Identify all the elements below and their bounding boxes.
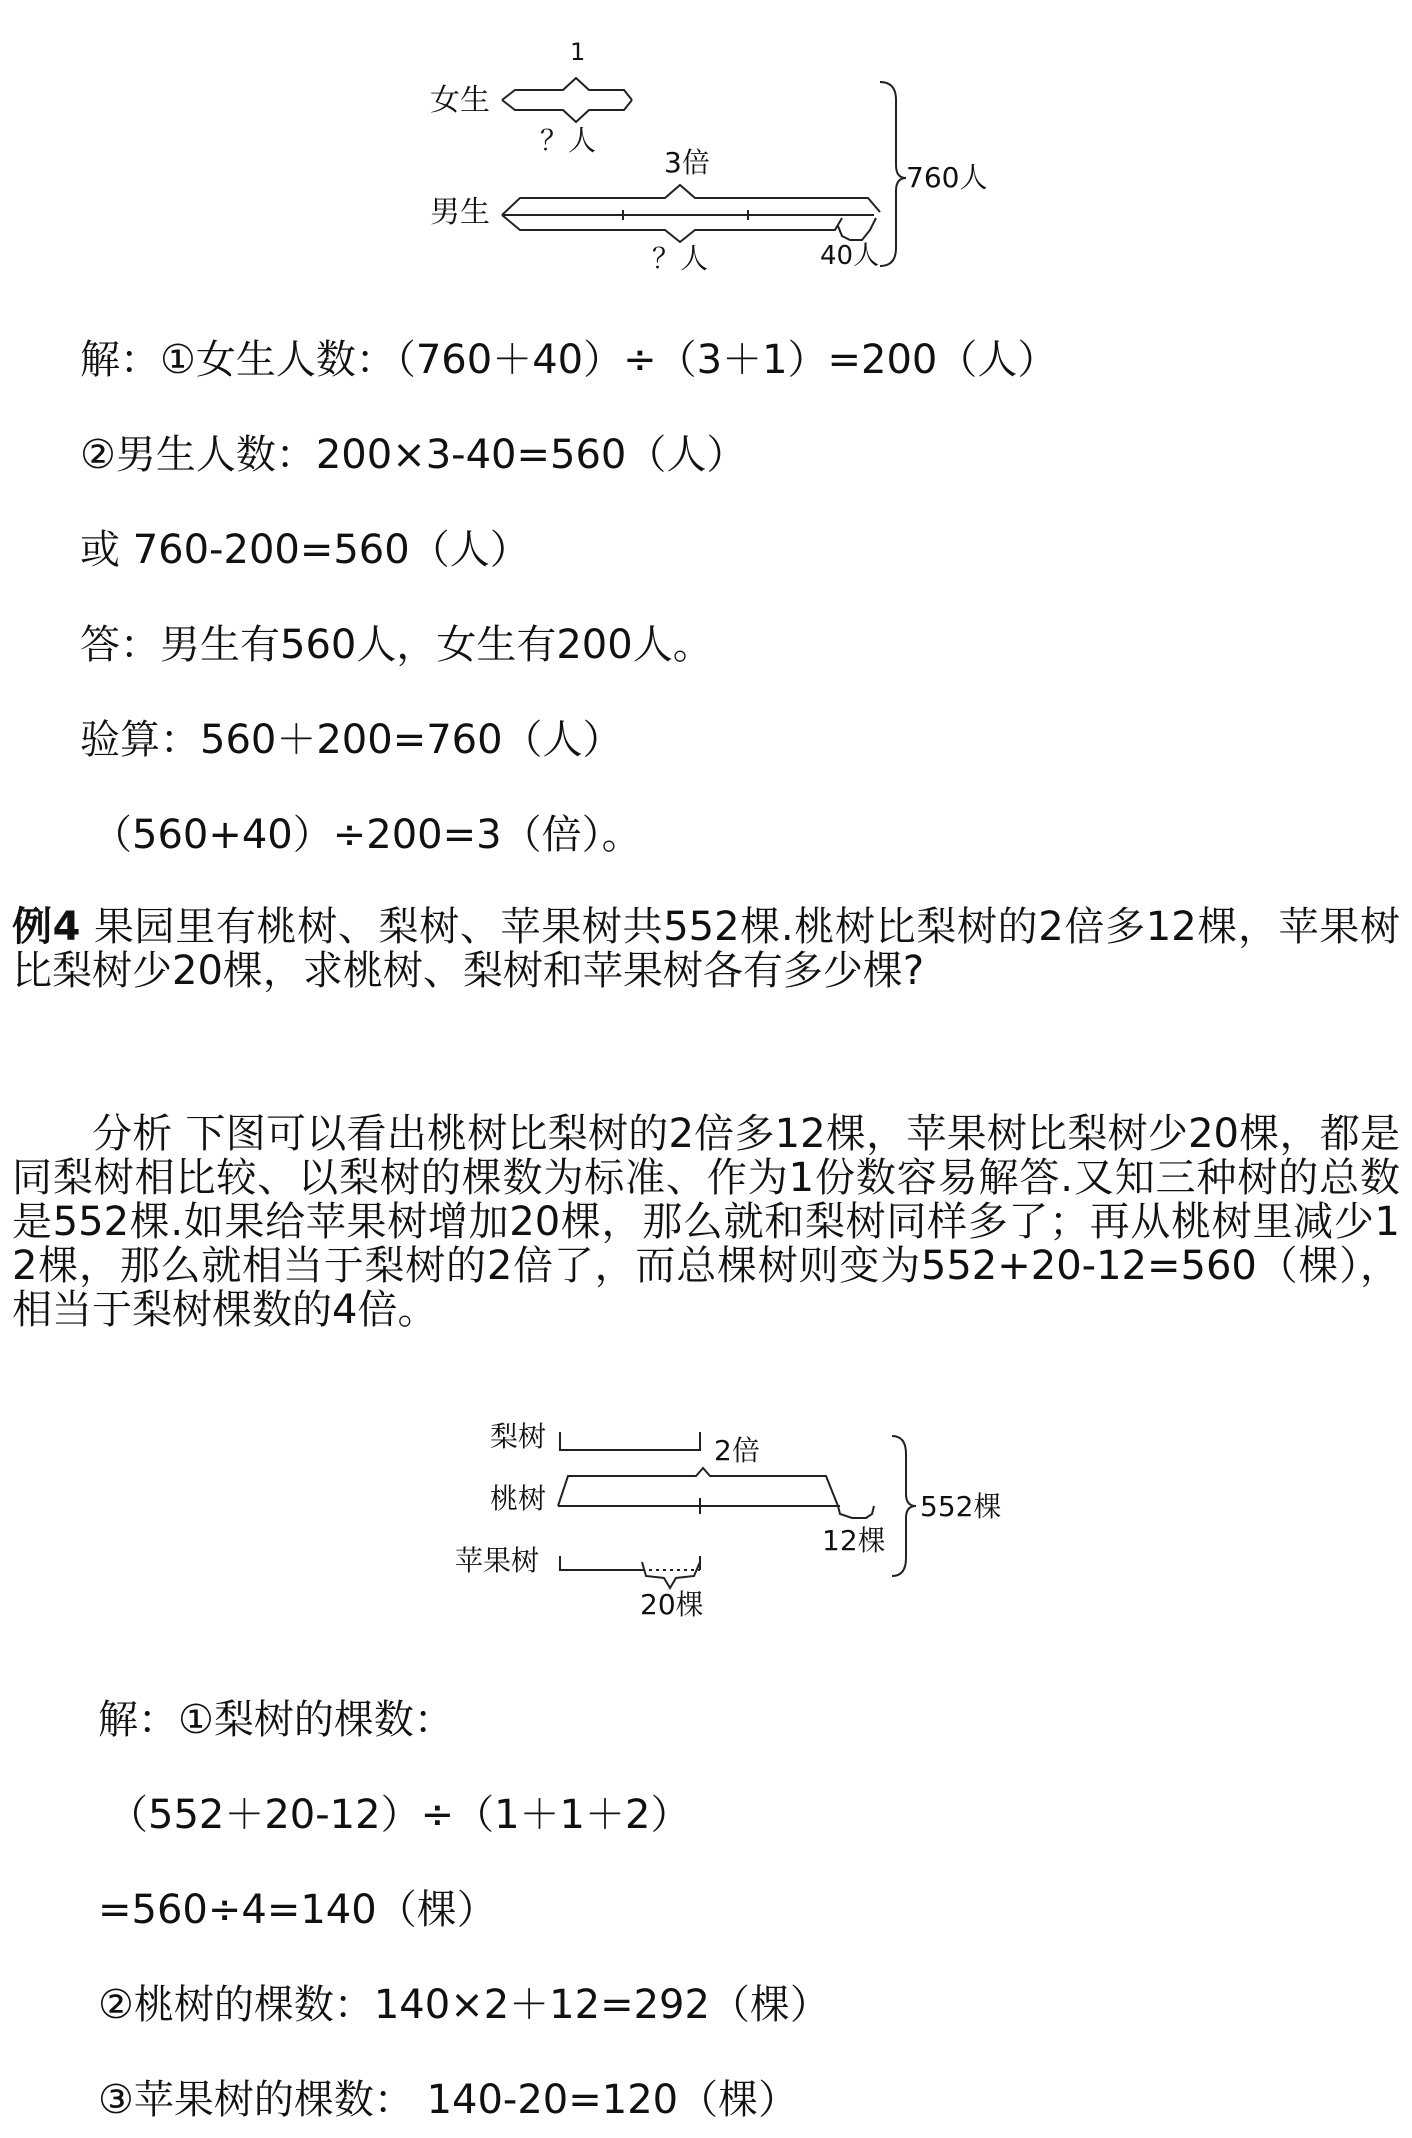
apple-label: 苹果树 — [455, 1544, 540, 1577]
example4-text: 果园里有桃树、梨树、苹果树共552棵.桃树比梨树的2倍多12棵，苹果树比梨树少20棵，求桃树、梨树和苹果树各有多少棵? — [12, 904, 1400, 994]
girl-top-brace — [502, 78, 632, 100]
line-segment-diagram-students — [0, 30, 1412, 320]
solution2-line4: ②桃树的棵数：140×2＋12=292（棵） — [98, 1982, 830, 2028]
boy-label: 男生 — [430, 195, 490, 230]
total-trees-label: 552棵 — [920, 1490, 1002, 1523]
peach-extra-brace — [838, 1506, 874, 1518]
total-brace — [880, 82, 906, 266]
example4-problem — [12, 905, 1400, 993]
girl-label: 女生 — [430, 83, 490, 118]
solution1-line6: （560+40）÷200=3（倍）。 — [92, 812, 642, 858]
apple-less-brace — [642, 1562, 700, 1588]
boy-bottom-brace — [502, 215, 842, 242]
solution1-line1: 解：①女生人数：（760＋40）÷（3＋1）=200（人） — [80, 337, 1058, 383]
solution2-line2: （552＋20-12）÷（1＋1＋2） — [108, 1792, 691, 1838]
total-trees-brace — [892, 1436, 916, 1576]
boy-multiple-label: 3倍 — [664, 146, 710, 179]
peach-label: 桃树 — [490, 1482, 547, 1515]
solution2-line3: =560÷4=140（棵） — [98, 1887, 497, 1933]
pear-label: 梨树 — [490, 1420, 547, 1453]
solution2-line1: 解：①梨树的棵数： — [98, 1697, 454, 1743]
pear-segment — [560, 1432, 700, 1450]
analysis-paragraph: 分析 下图可以看出桃树比梨树的2倍多12棵，苹果树比梨树少20棵，都是同梨树相比较、以梨树的棵数为标准、作为1份数容易解答.又知三种树的总数是552棵.如果给苹果树增加20棵，那么就和梨树同样多了；再从桃树里减少12棵，那么就相当于梨树的2倍了，而总棵树则变为552+20-12=560（棵），相当于梨树棵数的4倍。 — [12, 1111, 1400, 1333]
boy-diff-label: 40人 — [820, 241, 880, 271]
peach-top-brace — [558, 1468, 838, 1506]
solution1-line3: 或 760-200=560（人） — [80, 527, 530, 573]
boy-question-label: ？人 — [652, 242, 709, 275]
solution1-line5: 验算：560＋200=760（人） — [80, 717, 623, 763]
total-students-label: 760人 — [906, 161, 988, 194]
girl-unit-label: 1 — [570, 38, 586, 66]
solution1-line4: 答：男生有560人，女生有200人。 — [80, 622, 713, 668]
peach-extra-label: 12棵 — [822, 1524, 886, 1557]
example4-title: 例4 — [12, 904, 81, 950]
apple-segment — [560, 1556, 642, 1570]
boy-top-brace — [502, 185, 880, 215]
girl-bottom-brace — [502, 100, 632, 122]
line-segment-diagram-trees — [0, 1410, 1412, 1650]
boy-diff-brace — [838, 218, 876, 240]
girl-question-label: ？人 — [540, 124, 597, 157]
solution2-line5: ③苹果树的棵数： 140-20=120（棵） — [98, 2077, 799, 2123]
apple-less-label: 20棵 — [640, 1588, 704, 1621]
multiple-label: 2倍 — [714, 1434, 760, 1467]
solution1-line2: ②男生人数：200×3-40=560（人） — [80, 432, 747, 478]
